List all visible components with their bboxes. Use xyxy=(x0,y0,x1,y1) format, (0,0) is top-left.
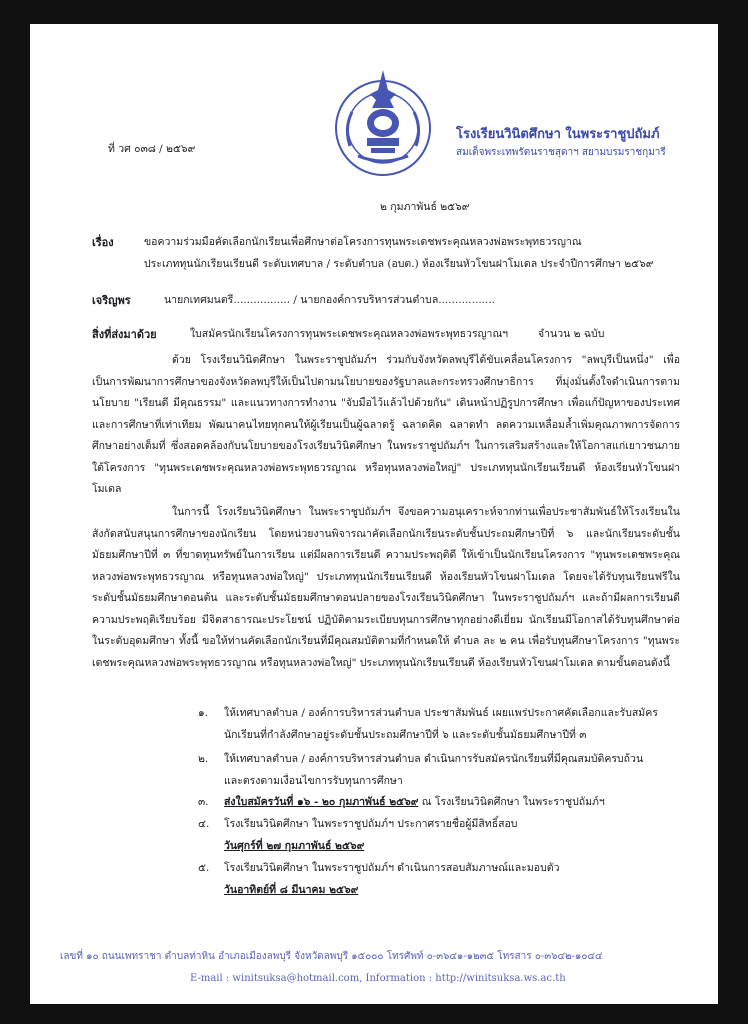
enclosure-label: สิ่งที่ส่งมาด้วย xyxy=(92,328,157,341)
footer-contact: E-mail : winitsuksa@hotmail.com, Information : http://winitsuksa.ws.ac.th xyxy=(190,973,566,984)
letter-date: ๒ กุมภาพันธ์ ๒๕๖๙ xyxy=(380,201,470,213)
enclosure-text: ใบสมัครนักเรียนโครงการทุนพระเดชพระคุณหลวงพ่อพระพุทธวรญาณฯ xyxy=(190,328,509,340)
reference-number: ที่ วศ ๐๓๘ / ๒๕๖๙ xyxy=(108,143,196,155)
footer-address: เลขที่ ๑๐ ถนนเพทราชา ตำบลท่าหิน อำเภอเมืองลพบุรี จังหวัดลพบุรี ๑๕๐๐๐ โทรศัพท์ ๐-๓๖๔๑-๑๒๓๕ โทรสาร ๐-๓๖๔๒-๑๐๔๔ xyxy=(60,951,603,962)
application-deadline: ส่งใบสมัครวันที่ ๑๖ - ๒๐ กุมภาพันธ์ ๒๕๖๙ xyxy=(224,796,419,808)
salutation-recipient: นายกเทศมนตรี................. / นายกองค์การบริหารส่วนตำบล................. xyxy=(164,294,496,306)
list-item-line: โรงเรียนวินิตศึกษา ในพระราชูปถัมภ์ฯ ประกาศรายชื่อผู้มีสิทธิ์สอบ xyxy=(224,818,518,830)
list-item-number: ๕. xyxy=(198,862,210,874)
interview-date: วันอาทิตย์ที่ ๘ มีนาคม ๒๕๖๙ xyxy=(224,884,359,896)
list-item-line: และตรงตามเงื่อนไขการรับทุนการศึกษา xyxy=(224,775,403,787)
school-emblem-icon xyxy=(330,68,436,180)
announcement-date: วันศุกร์ที่ ๒๗ กุมภาพันธ์ ๒๕๖๙ xyxy=(224,840,365,852)
salutation-label: เจริญพร xyxy=(92,294,131,307)
subject-line-1: ขอความร่วมมือคัดเลือกนักเรียนเพื่อศึกษาต่อโครงการทุนพระเดชพระคุณหลวงพ่อพระพุทธวรญาณ xyxy=(144,236,582,248)
body-paragraph-1: ด้วย โรงเรียนวินิตศึกษา ในพระราชูปถัมภ์ฯ ร่วมกับจังหวัดลพบุรีได้ขับเคลื่อนโครงการ "ลพบุรีเป็นหนึ่ง" เพื่อเป็นการพัฒนาการศึกษาของจังหวัดลพบุรีให้เป็นไปตามนโยบายของรัฐบาลและกระทรวงศึกษาธิการ ที่มุ่งมั่นตั้งใจดำเนินการตามนโยบาย "เรียนดี มีคุณธรรม" และแนวทางการทำงาน "จับมือไว้แล้วไปด้วยกัน" เดินหน้าปฏิรูปการศึกษา เพื่อแก้ปัญหาของประเทศและการศึกษาที่เท่าเทียม พัฒนาคนไทยทุกคนให้ผู้เรียนเป็นผู้ฉลาดรู้ ฉลาดคิด ฉลาดทำ ลดความเหลื่อมล้ำเพิ่มคุณภาพการจัดการศึกษาอย่างเต็มที่ ซึ่งสอดคล้องกับนโยบายของโรงเรียนวินิตศึกษา ในพระราชูปถัมภ์ฯ ในการเสริมสร้างและให้โอกาสแก่เยาวชนภายใต้โครงการ "ทุนพระเดชพระคุณหลวงพ่อพระพุทธวรญาณ หรือทุนหลวงพ่อใหญ่" ประเภททุนนักเรียนเรียนดี ห้องเรียนหัวโขนฝาโมเดล xyxy=(92,354,680,495)
list-item-number: ๑. xyxy=(198,707,209,719)
list-item-line xyxy=(224,797,605,808)
body-paragraph-2: ในการนี้ โรงเรียนวินิตศึกษา ในพระราชูปถัมภ์ฯ จึงขอความอนุเคราะห์จากท่านเพื่อประชาสัมพันธ์ให้โรงเรียนในสังกัดสนับสนุนการศึกษาของนักเรียน โดยหน่วยงานพิจารณาคัดเลือกนักเรียนระดับชั้นประถมศึกษาปีที่ ๖ และนักเรียนระดับชั้นมัธยมศึกษาปีที่ ๓ ที่ขาดทุนทรัพย์ในการเรียน แต่มีผลการเรียนดี ความประพฤติดี ให้เข้าเป็นนักเรียนโครงการ "ทุนพระเดชพระคุณหลวงพ่อพระพุทธวรญาณ หรือทุนหลวงพ่อใหญ่" ประเภททุนนักเรียนเรียนดี ห้องเรียนหัวโขนฝาโมเดล โดยจะได้รับทุนเรียนฟรีในระดับชั้นมัธยมศึกษาตอนต้น และระดับชั้นมัธยมศึกษาตอนปลายของโรงเรียนวินิตศึกษา ในพระราชูปถัมภ์ฯ และถ้ามีผลการเรียนดี ความประพฤติเรียบร้อย มีจิตสาธารณะประโยชน์ ปฏิบัติตามระเบียบทุนการศึกษาทุกอย่างดีเยี่ยม นักเรียนมีโอกาสได้รับทุนศึกษาต่อในระดับอุดมศึกษา ทั้งนี้ ขอให้ท่านคัดเลือกนักเรียนที่มีคุณสมบัติตามที่กำหนดให้ ตำบล ละ ๒ คน เพื่อรับทุนศึกษาโครงการ "ทุนพระเดชพระคุณหลวงพ่อพระพุทธวรญาณ หรือทุนหลวงพ่อใหญ่" ประเภททุนนักเรียนเรียนดี ห้องเรียนหัวโขนฝาโมเดล ตามขั้นตอนดังนี้ xyxy=(92,506,680,669)
list-item-number: ๔. xyxy=(198,818,210,830)
list-item-line: ให้เทศบาลตำบล / องค์การบริหารส่วนตำบล ประชาสัมพันธ์ เผยแพร่ประกาศคัดเลือกและรับสมัคร xyxy=(224,707,658,719)
list-item-line: นักเรียนที่กำลังศึกษาอยู่ระดับชั้นประถมศึกษาปีที่ ๖ และระดับชั้นมัธยมศึกษาปีที่ ๓ xyxy=(224,729,587,741)
subject-label: เรื่อง xyxy=(92,236,114,249)
school-name: โรงเรียนวินิตศึกษา ในพระราชูปถัมภ์ xyxy=(456,127,660,142)
subject-line-2: ประเภททุนนักเรียนเรียนดี ระดับเทศบาล / ระดับตำบล (อบต.) ห้องเรียนหัวโขนฝาโมเดล ประจำปีการศึกษา ๒๕๖๙ xyxy=(144,258,654,270)
list-item-line: โรงเรียนวินิตศึกษา ในพระราชูปถัมภ์ฯ ดำเนินการสอบสัมภาษณ์และมอบตัว xyxy=(224,862,560,874)
application-location: ณ โรงเรียนวินิตศึกษา ในพระราชูปถัมภ์ฯ xyxy=(418,796,605,808)
school-subtitle: สมเด็จพระเทพรัตนราชสุดาฯ สยามบรมราชกุมารี xyxy=(456,147,666,158)
list-item-line: ให้เทศบาลตำบล / องค์การบริหารส่วนตำบล ดำเนินการรับสมัครนักเรียนที่มีคุณสมบัติครบถ้วน xyxy=(224,753,644,765)
letter-page xyxy=(30,24,718,1004)
enclosure-quantity: จำนวน ๒ ฉบับ xyxy=(538,328,605,340)
list-item-number: ๓. xyxy=(198,796,209,808)
list-item-number: ๒. xyxy=(198,753,209,765)
